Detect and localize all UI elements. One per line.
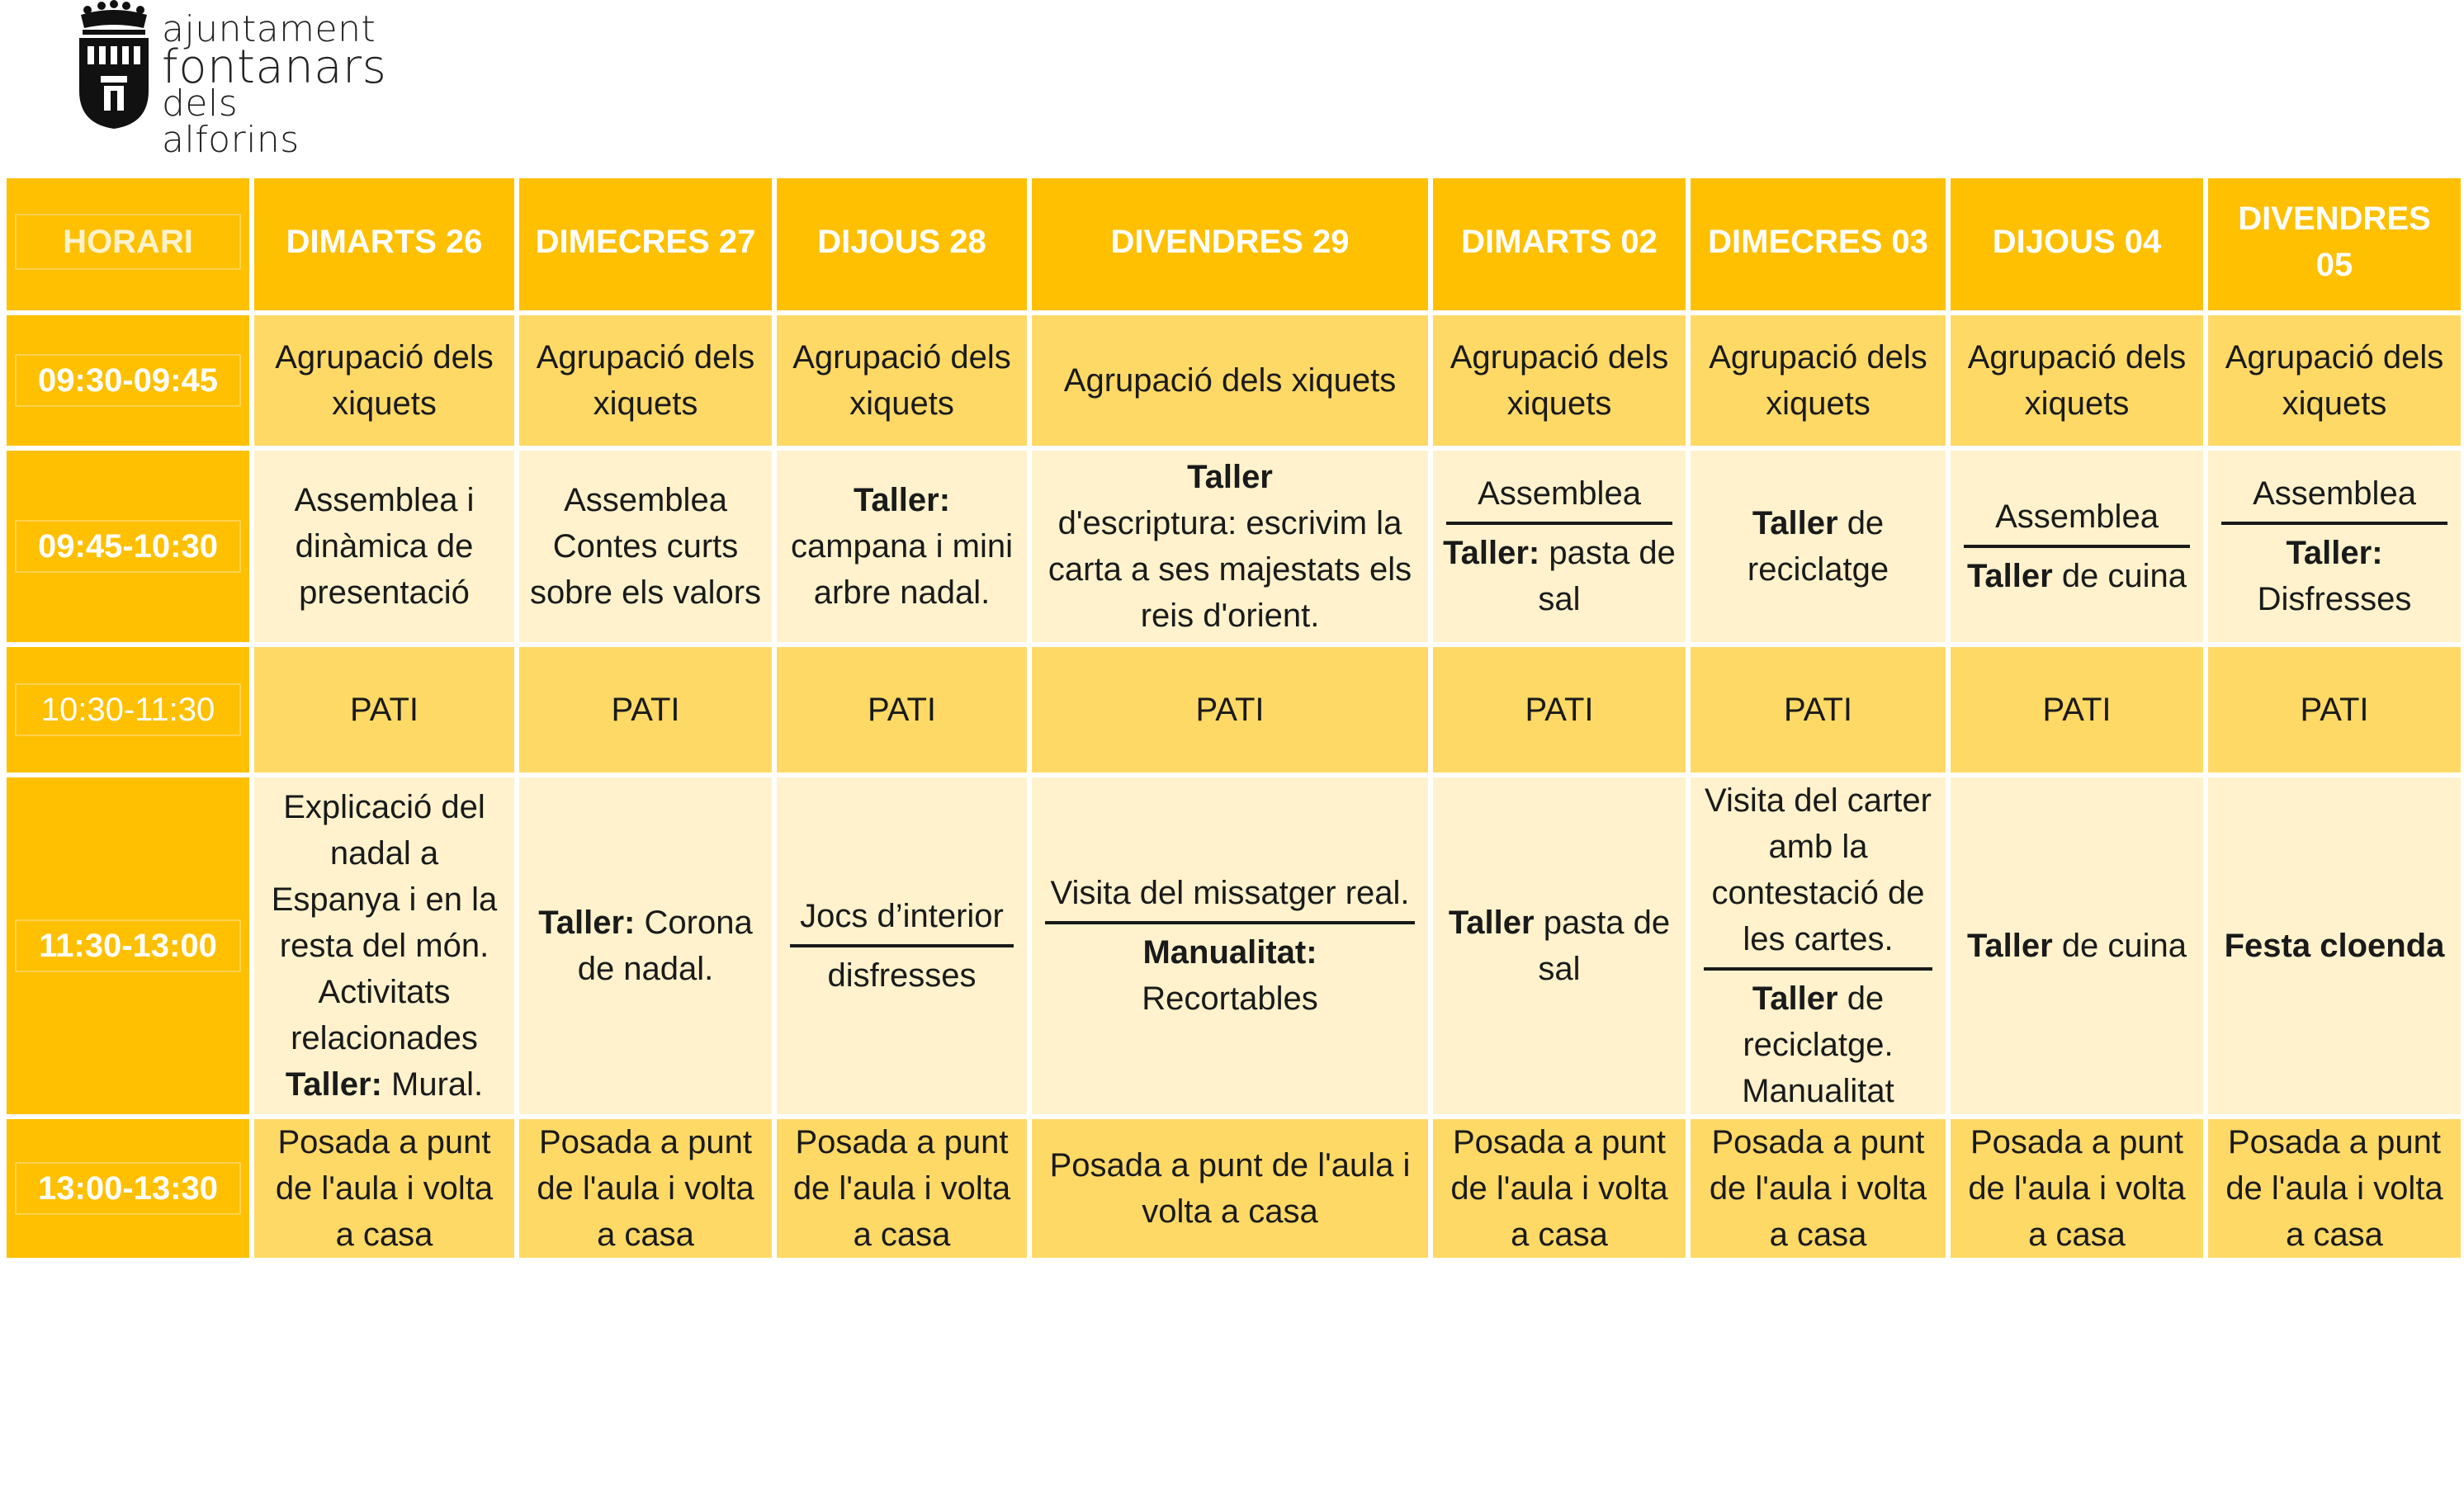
schedule-cell: [1951, 451, 2203, 642]
cell-text: Visita del missatger real.: [1050, 875, 1410, 911]
cell-text: Corona de nadal.: [577, 905, 753, 987]
table-row: [7, 315, 2461, 446]
logo-line-3: dels alforins: [162, 83, 300, 161]
schedule-cell: PATI: [519, 647, 772, 773]
header-day: DIMECRES 27: [519, 178, 772, 310]
cell-text: d'escriptura: escrivim la carta a ses majestats els reis d'orient.: [1048, 505, 1412, 634]
schedule-cell: Posada a punt de l'aula i volta a casa: [777, 1119, 1027, 1258]
header-day: DIMARTS 02: [1433, 178, 1686, 310]
cell-text: Assemblea: [1478, 475, 1641, 512]
time-slot: 13:00-13:30: [7, 1119, 249, 1258]
header-day: DIVENDRES 29: [1032, 178, 1428, 310]
cell-text: Recortables: [1142, 980, 1318, 1017]
schedule-cell: PATI: [1951, 647, 2203, 773]
cell-bold-label: Taller:: [538, 905, 636, 941]
cell-bold-label: Taller:: [2286, 535, 2383, 571]
header-day: DIMARTS 26: [254, 178, 514, 310]
schedule-cell: Agrupació dels xiquets: [1691, 315, 1946, 446]
cell-bold-label: Taller: [1966, 928, 2053, 964]
cell-divider: [1704, 967, 1932, 971]
schedule-cell: PATI: [254, 647, 514, 773]
cell-text: pasta de sal: [1538, 905, 1671, 987]
header-day: DIMECRES 03: [1691, 178, 1946, 310]
schedule-cell: Posada a punt de l'aula i volta a casa: [1951, 1119, 2203, 1258]
cell-text: de reciclatge: [1747, 505, 1889, 588]
table-row: [7, 1119, 2461, 1258]
cell-bold-label: Taller: [1966, 558, 2053, 594]
schedule-cell: Posada a punt de l'aula i volta a casa: [519, 1119, 772, 1258]
cell-bold-label: Taller: [1752, 505, 1838, 541]
cell-text: de reciclatge. Manualitat: [1742, 980, 1894, 1109]
table-row: [7, 647, 2461, 773]
cell-text: de cuina: [2061, 558, 2187, 594]
ajuntament-logo: [73, 0, 387, 161]
cell-bold-label: Taller: [1187, 459, 1273, 495]
schedule-cell: Posada a punt de l'aula i volta a casa: [1032, 1119, 1428, 1258]
header-horari: HORARI: [7, 178, 249, 310]
cell-text: Explicació del nadal a Espanya i en la resta del món. Activitats relacionades: [271, 789, 498, 1056]
cell-text: disfresses: [827, 957, 977, 994]
schedule-cell: PATI: [777, 647, 1027, 773]
cell-text: Mural.: [391, 1066, 484, 1103]
cell-bold-label: Taller:: [285, 1066, 382, 1103]
schedule-cell: Agrupació dels xiquets: [1032, 315, 1428, 446]
time-slot: 09:45-10:30: [7, 451, 249, 642]
cell-bold-label: Taller:: [853, 482, 951, 518]
schedule-cell: PATI: [1433, 647, 1686, 773]
time-slot: 09:30-09:45: [7, 315, 249, 446]
cell-divider: [1045, 921, 1415, 924]
cell-divider: [2221, 522, 2447, 525]
cell-text: Assemblea: [2253, 475, 2416, 512]
cell-bold-label: Taller: [1752, 980, 1838, 1017]
cell-text: Visita del carter amb la contestació de les cartes.: [1705, 782, 1932, 957]
schedule-cell: [1951, 777, 2203, 1114]
schedule-cell: PATI: [1691, 647, 1946, 773]
schedule-cell: Posada a punt de l'aula i volta a casa: [1691, 1119, 1946, 1258]
cell-bold-label: Festa cloenda: [2224, 928, 2445, 964]
header-day: DIVENDRES 05: [2208, 178, 2461, 310]
schedule-cell: Posada a punt de l'aula i volta a casa: [1433, 1119, 1686, 1258]
logo-text: [162, 8, 387, 161]
schedule-cell: [254, 777, 514, 1114]
cell-divider: [1964, 545, 2190, 548]
schedule-cell: [777, 777, 1027, 1114]
time-slot: 10:30-11:30: [7, 647, 249, 773]
schedule-cell: [2208, 451, 2461, 642]
schedule-cell: Agrupació dels xiquets: [1951, 315, 2203, 446]
cell-text: Disfresses: [2257, 581, 2412, 617]
schedule-cell: PATI: [1032, 647, 1428, 773]
schedule-table: [2, 173, 2464, 1263]
schedule-cell: [777, 451, 1027, 642]
schedule-cell: [1032, 777, 1428, 1114]
schedule-cell: Posada a punt de l'aula i volta a casa: [254, 1119, 514, 1258]
schedule-cell: Agrupació dels xiquets: [519, 315, 772, 446]
schedule-cell: Agrupació dels xiquets: [777, 315, 1027, 446]
cell-text: de cuina: [2061, 928, 2187, 964]
cell-bold-label: Manualitat:: [1142, 934, 1317, 971]
table-row: [7, 451, 2461, 642]
table-row: [7, 777, 2461, 1114]
cell-text: pasta de sal: [1538, 535, 1676, 617]
schedule-cell: [1433, 777, 1686, 1114]
schedule-cell: Agrupació dels xiquets: [254, 315, 514, 446]
schedule-cell: Assemblea i dinàmica de presentació: [254, 451, 514, 642]
schedule-cell: [1433, 451, 1686, 642]
cell-text: Jocs d’interior: [800, 898, 1004, 934]
header-row: [7, 178, 2461, 310]
schedule-cell: [1691, 451, 1946, 642]
schedule-cell: Agrupació dels xiquets: [2208, 315, 2461, 446]
coat-of-arms-icon: [73, 0, 155, 132]
logo-line-1: ajuntament: [162, 8, 376, 50]
schedule-cell: Agrupació dels xiquets: [1433, 315, 1686, 446]
schedule-cell: [519, 777, 772, 1114]
logo-line-2: fontanars: [162, 40, 387, 94]
cell-divider: [790, 944, 1014, 947]
time-slot: 11:30-13:00: [7, 777, 249, 1114]
schedule-cell: PATI: [2208, 647, 2461, 773]
schedule-cell: [1032, 451, 1428, 642]
header-day: DIJOUS 04: [1951, 178, 2203, 310]
header-day: DIJOUS 28: [777, 178, 1027, 310]
cell-divider: [1446, 522, 1672, 525]
cell-bold-label: Taller: [1448, 905, 1535, 941]
cell-text: campana i mini arbre nadal.: [790, 528, 1013, 611]
schedule-cell: Posada a punt de l'aula i volta a casa: [2208, 1119, 2461, 1258]
schedule-cell: Assemblea Contes curts sobre els valors: [519, 451, 772, 642]
cell-text: Assemblea: [1995, 498, 2159, 535]
cell-bold-label: Taller:: [1443, 535, 1540, 571]
schedule-cell: [1691, 777, 1946, 1114]
schedule-cell: [2208, 777, 2461, 1114]
